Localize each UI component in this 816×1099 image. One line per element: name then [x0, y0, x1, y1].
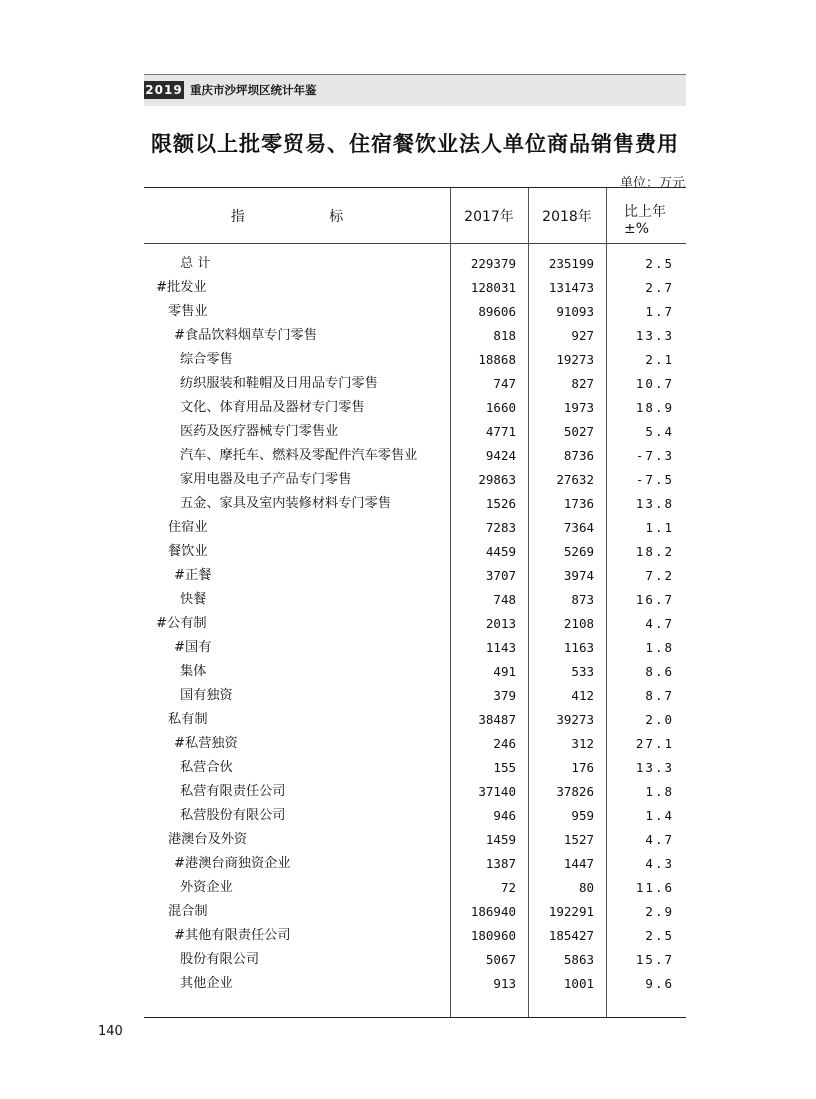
- value-2017: 155: [493, 760, 516, 775]
- value-2017: 946: [493, 808, 516, 823]
- table-row: [144, 660, 686, 684]
- table-body: [144, 252, 686, 996]
- value-change: 13.3: [635, 328, 674, 343]
- value-change: 7.2: [645, 568, 674, 583]
- value-2017: 1660: [485, 400, 516, 415]
- table-row: [144, 468, 686, 492]
- value-change: 27.1: [635, 736, 674, 751]
- table-top-rule: [144, 187, 686, 188]
- row-label: 混合制: [168, 904, 208, 919]
- value-2018: 5027: [563, 424, 594, 439]
- value-2017: 7283: [485, 520, 516, 535]
- value-2018: 91093: [556, 304, 594, 319]
- value-change: 1.7: [645, 304, 674, 319]
- table-row: [144, 636, 686, 660]
- value-2018: 873: [571, 592, 594, 607]
- value-2017: 491: [493, 664, 516, 679]
- value-2017: 379: [493, 688, 516, 703]
- column-header-change-line1: 比上年: [624, 204, 666, 220]
- value-2018: 5863: [563, 952, 594, 967]
- value-2017: 913: [493, 976, 516, 991]
- value-change: 8.6: [645, 664, 674, 679]
- value-change: 4.3: [645, 856, 674, 871]
- table-row: [144, 492, 686, 516]
- value-change: 13.3: [635, 760, 674, 775]
- row-label: 国有独资: [180, 688, 233, 703]
- table-row: [144, 972, 686, 996]
- row-label: 港澳台及外资: [168, 832, 248, 847]
- value-2017: 3707: [485, 568, 516, 583]
- row-label: 私有制: [168, 712, 208, 727]
- value-2017: 2013: [485, 616, 516, 631]
- value-change: 10.7: [635, 376, 674, 391]
- value-change: 2.5: [645, 928, 674, 943]
- value-change: 16.7: [635, 592, 674, 607]
- table-row: [144, 540, 686, 564]
- value-change: 4.7: [645, 832, 674, 847]
- value-change: 2.5: [645, 256, 674, 271]
- value-change: -7.5: [635, 472, 674, 487]
- value-change: 1.8: [645, 784, 674, 799]
- value-2018: 185427: [548, 928, 594, 943]
- row-label: 零售业: [168, 304, 208, 319]
- row-label: 五金、家具及室内装修材料专门零售: [180, 496, 391, 511]
- value-2017: 37140: [478, 784, 516, 799]
- table-row: [144, 516, 686, 540]
- value-change: 4.7: [645, 616, 674, 631]
- table-row: [144, 588, 686, 612]
- value-2018: 37826: [556, 784, 594, 799]
- column-header-2018: 2018年: [542, 209, 592, 225]
- row-label: 总 计: [180, 256, 211, 271]
- value-2018: 312: [571, 736, 594, 751]
- value-2017: 38487: [478, 712, 516, 727]
- value-2017: 180960: [470, 928, 516, 943]
- row-label: 股份有限公司: [180, 952, 260, 967]
- value-2018: 1527: [563, 832, 594, 847]
- table-row: [144, 780, 686, 804]
- value-change: 9.6: [645, 976, 674, 991]
- value-change: 2.7: [645, 280, 674, 295]
- row-label: 私营有限责任公司: [180, 784, 286, 799]
- value-2018: 192291: [548, 904, 594, 919]
- row-label: #国有: [174, 640, 212, 655]
- value-2018: 5269: [563, 544, 594, 559]
- value-change: 15.7: [635, 952, 674, 967]
- row-label: 医药及医疗器械专门零售业: [180, 424, 339, 439]
- row-label: #其他有限责任公司: [174, 928, 291, 943]
- column-header-change: [606, 204, 686, 238]
- value-2017: 186940: [470, 904, 516, 919]
- row-label: 综合零售: [180, 352, 233, 367]
- row-label: #批发业: [156, 280, 207, 295]
- row-label: #港澳台商独资企业: [174, 856, 291, 871]
- row-label: 快餐: [180, 592, 207, 607]
- value-2018: 2108: [563, 616, 594, 631]
- value-2017: 72: [500, 880, 516, 895]
- value-change: 5.4: [645, 424, 674, 439]
- value-2018: 131473: [548, 280, 594, 295]
- table-row: [144, 564, 686, 588]
- value-2018: 7364: [563, 520, 594, 535]
- value-2018: 927: [571, 328, 594, 343]
- value-change: 1.1: [645, 520, 674, 535]
- row-label: #正餐: [174, 568, 212, 583]
- table-row: [144, 708, 686, 732]
- value-2017: 747: [493, 376, 516, 391]
- row-label: 住宿业: [168, 520, 208, 535]
- value-2017: 748: [493, 592, 516, 607]
- value-2018: 533: [571, 664, 594, 679]
- value-2018: 176: [571, 760, 594, 775]
- value-2017: 9424: [485, 448, 516, 463]
- value-2017: 89606: [478, 304, 516, 319]
- yearbook-title: 重庆市沙坪坝区统计年鉴: [190, 83, 317, 97]
- value-2018: 27632: [556, 472, 594, 487]
- page-number: 140: [98, 1024, 123, 1039]
- value-change: 2.9: [645, 904, 674, 919]
- row-label: #私营独资: [174, 736, 238, 751]
- value-change: 2.1: [645, 352, 674, 367]
- table-row: [144, 828, 686, 852]
- value-2017: 4771: [485, 424, 516, 439]
- value-2017: 29863: [478, 472, 516, 487]
- value-2017: 1387: [485, 856, 516, 871]
- value-2018: 1736: [563, 496, 594, 511]
- table-bottom-rule: [144, 1017, 686, 1018]
- value-change: 18.2: [635, 544, 674, 559]
- table-row: [144, 420, 686, 444]
- value-2018: 80: [578, 880, 594, 895]
- page-title: 限额以上批零贸易、住宿餐饮业法人单位商品销售费用: [151, 131, 679, 156]
- table-row: [144, 372, 686, 396]
- value-2018: 1973: [563, 400, 594, 415]
- value-change: 18.9: [635, 400, 674, 415]
- value-2018: 1447: [563, 856, 594, 871]
- value-2017: 1459: [485, 832, 516, 847]
- value-2017: 4459: [485, 544, 516, 559]
- year-tag: 2019: [145, 83, 183, 97]
- table-row: [144, 276, 686, 300]
- value-change: -7.3: [635, 448, 674, 463]
- value-2017: 5067: [485, 952, 516, 967]
- row-label: 汽车、摩托车、燃料及零配件汽车零售业: [180, 448, 418, 463]
- value-2017: 18868: [478, 352, 516, 367]
- value-change: 1.4: [645, 808, 674, 823]
- value-2018: 959: [571, 808, 594, 823]
- value-change: 1.8: [645, 640, 674, 655]
- value-2018: 8736: [563, 448, 594, 463]
- column-header-indicator: 指 标: [230, 209, 384, 225]
- value-2017: 128031: [470, 280, 516, 295]
- table-row: [144, 852, 686, 876]
- table-row: [144, 324, 686, 348]
- table-row: [144, 756, 686, 780]
- row-label: #食品饮料烟草专门零售: [174, 328, 317, 343]
- table-row: [144, 948, 686, 972]
- value-change: 13.8: [635, 496, 674, 511]
- column-header-change-line2: ±%: [624, 221, 650, 237]
- value-2018: 19273: [556, 352, 594, 367]
- unit-label: 单位：万元: [619, 176, 685, 191]
- row-label: 私营股份有限公司: [180, 808, 286, 823]
- table-header-rule: [144, 243, 686, 244]
- value-2018: 1001: [563, 976, 594, 991]
- row-label: 私营合伙: [180, 760, 233, 775]
- column-header-2017: 2017年: [464, 209, 514, 225]
- table-row: [144, 444, 686, 468]
- row-label: 文化、体育用品及器材专门零售: [180, 400, 365, 415]
- table-row: [144, 876, 686, 900]
- value-2018: 3974: [563, 568, 594, 583]
- row-label: 餐饮业: [168, 544, 208, 559]
- value-2018: 235199: [548, 256, 594, 271]
- table-row: [144, 396, 686, 420]
- value-2017: 818: [493, 328, 516, 343]
- row-label: 家用电器及电子产品专门零售: [180, 472, 352, 487]
- value-change: 2.0: [645, 712, 674, 727]
- table-row: [144, 900, 686, 924]
- value-2017: 1526: [485, 496, 516, 511]
- value-2018: 1163: [563, 640, 594, 655]
- table-row: [144, 684, 686, 708]
- table-row: [144, 804, 686, 828]
- value-2018: 39273: [556, 712, 594, 727]
- value-2018: 827: [571, 376, 594, 391]
- value-change: 11.6: [635, 880, 674, 895]
- row-label: 集体: [180, 664, 207, 679]
- value-2017: 229379: [470, 256, 516, 271]
- table-row: [144, 348, 686, 372]
- row-label: #公有制: [156, 616, 207, 631]
- row-label: 其他企业: [180, 976, 233, 991]
- value-2017: 1143: [485, 640, 516, 655]
- table-row: [144, 252, 686, 276]
- value-2018: 412: [571, 688, 594, 703]
- table-row: [144, 612, 686, 636]
- table-row: [144, 732, 686, 756]
- table-row: [144, 300, 686, 324]
- value-change: 8.7: [645, 688, 674, 703]
- value-2017: 246: [493, 736, 516, 751]
- row-label: 纺织服装和鞋帽及日用品专门零售: [180, 376, 378, 391]
- table-row: [144, 924, 686, 948]
- row-label: 外资企业: [180, 880, 233, 895]
